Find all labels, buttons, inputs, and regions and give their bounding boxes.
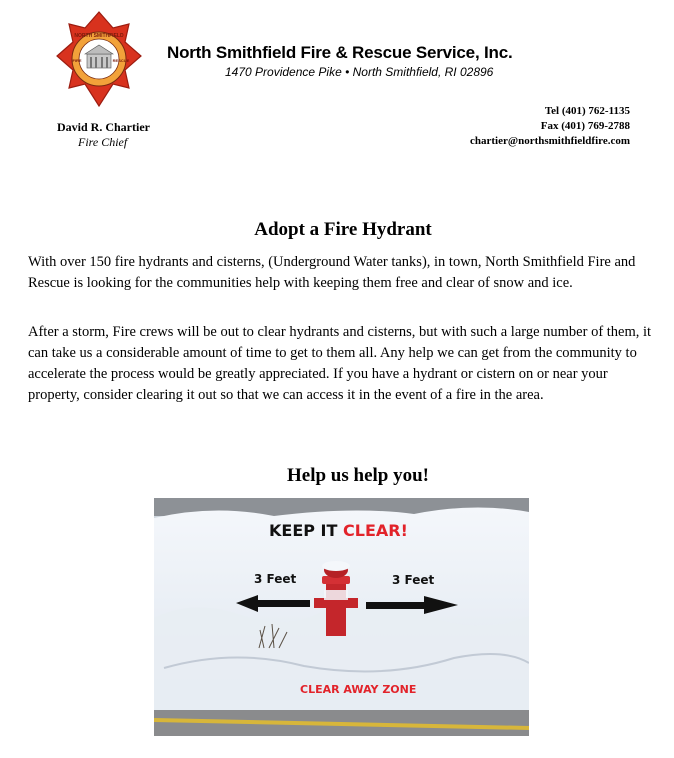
subtitle: Help us help you! xyxy=(286,465,429,486)
contact-block xyxy=(470,104,630,149)
logo-text-top: NORTH SMITHFIELD xyxy=(74,33,124,39)
logo-text-right: RESCUE xyxy=(112,58,130,63)
right-distance-label: 3 Feet xyxy=(392,573,435,587)
fax: Fax (401) 769-2788 xyxy=(540,120,630,132)
clear-zone-label: CLEAR AWAY ZONE xyxy=(300,683,417,696)
telephone: Tel (401) 762-1135 xyxy=(544,105,630,117)
chief-name: David R. Chartier xyxy=(57,120,150,134)
intro-paragraph: With over 150 fire hydrants and cisterns, (Underground Water tanks), in town, North Smithfield Fire and Rescue is looking for the communities help with keeping them free and clear of snow and ice. xyxy=(28,254,636,291)
department-logo xyxy=(55,10,143,110)
organization-address: 1470 Providence Pike • North Smithfield, RI 02896 xyxy=(225,65,494,79)
left-distance-label: 3 Feet xyxy=(254,572,297,586)
chief-title: Fire Chief xyxy=(78,135,128,149)
logo-text-left: FIRE xyxy=(72,58,82,63)
email-link[interactable]: chartier@northsmithfieldfire.com xyxy=(469,135,630,147)
photo-headline: KEEP IT CLEAR! xyxy=(269,521,408,540)
hydrant-photo xyxy=(154,498,529,736)
details-paragraph: After a storm, Fire crews will be out to clear hydrants and cisterns, but with such a large number of them, it can take us a considerable amount of time to get to them all. Any help we can get from the community to accelerate the process would be greatly appreciated. If you have a hydrant or cistern on or near your property, consider clearing it out so that we can access it in the event of a fire in the area. xyxy=(28,324,652,403)
page-title: Adopt a Fire Hydrant xyxy=(254,219,432,240)
organization-name: North Smithfield Fire & Rescue Service, Inc. xyxy=(167,43,513,62)
